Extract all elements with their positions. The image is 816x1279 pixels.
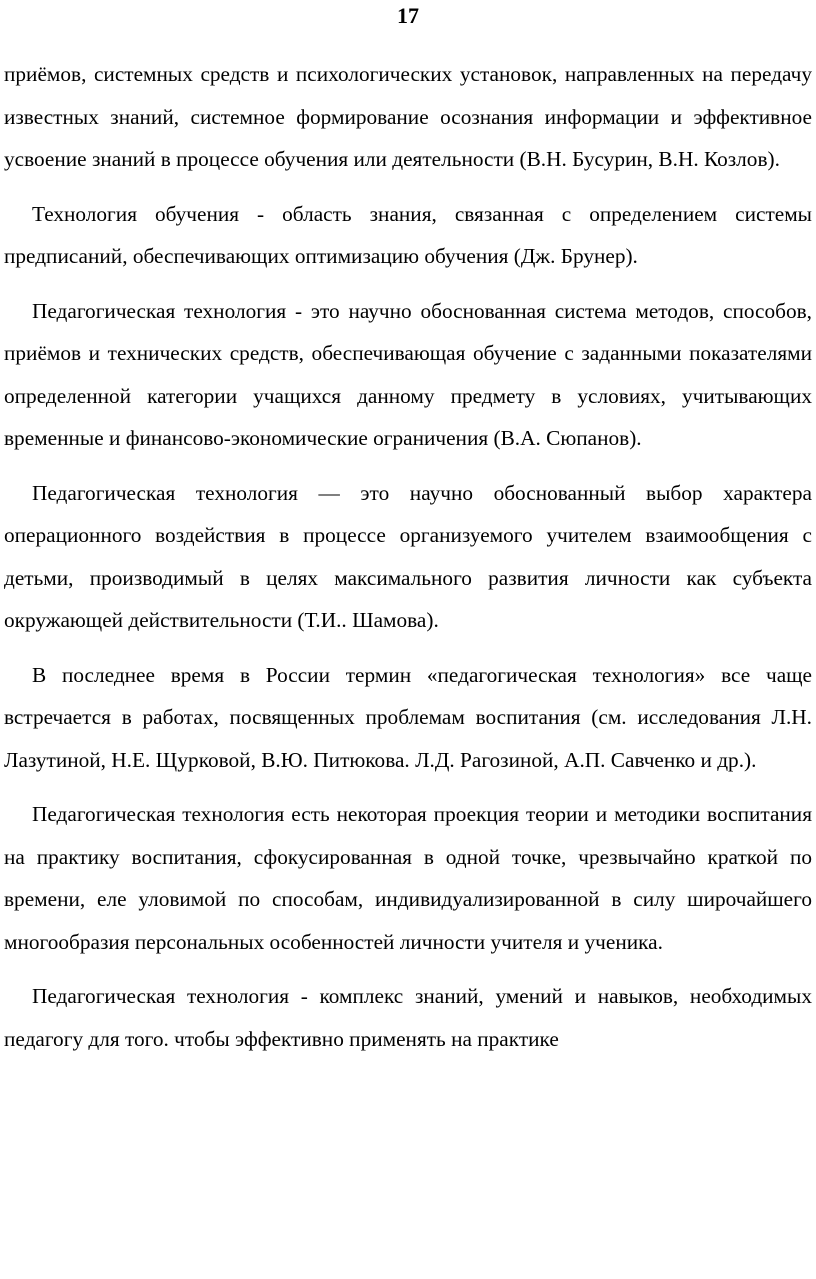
paragraph-knowledge-complex: Педагогическая технология - комплекс знаний, умений и навыков, необходимых педагогу для того. чтобы эффективно применять на практике (4, 984, 812, 1051)
paragraph-learning-technology: Технология обучения - область знания, связанная с определением системы предписаний, обеспечивающих оптимизацию обучения (Дж. Брунер). (4, 201, 812, 268)
paragraph-russia-term: В последнее время в России термин «педагогическая технология» все чаще встречается в работах, посвященных проблемам воспитания (см. исследования Л.Н. Лазутиной, Н.Е. Щурковой, В.Ю. Питюкова. Л.Д. Рагозиной, А.П. Савченко и др.). (4, 662, 812, 772)
paragraph-continued: приёмов, системных средств и психологических установок, направленных на передачу известных знаний, системное формирование осознания информации и эффективное усвоение знаний в процессе обучения или деятельности (В.Н. Бусурин, В.Н. Козлов). (4, 62, 812, 171)
page-number: 17 (397, 3, 419, 28)
paragraph-projection-theory: Педагогическая технология есть некоторая проекция теории и методики воспитания на практику воспитания, сфокусированная в одной точке, чрезвычайно краткой по времени, еле уловимой по способам, индивидуализированной в силу широчайшего многообразия персональных особенностей личности учителя и ученика. (4, 802, 812, 954)
paragraph-pedagogical-technology-choice: Педагогическая технология — это научно обоснованный выбор характера операционного воздействия в процессе организуемого учителем взаимообщения с детьми, производимый в целях максимального развития личности как субъекта окружающей действительности (Т.И.. Шамова). (4, 480, 812, 632)
paragraph-pedagogical-technology-methods: Педагогическая технология - это научно обоснованная система методов, способов, приёмов и технических средств, обеспечивающая обучение с заданными показателями определенной категории учащихся данному предмету в условиях, учитывающих временные и финансово-экономические ограничения (В.А. Сюпанов). (4, 298, 812, 450)
document-body (4, 53, 812, 1060)
